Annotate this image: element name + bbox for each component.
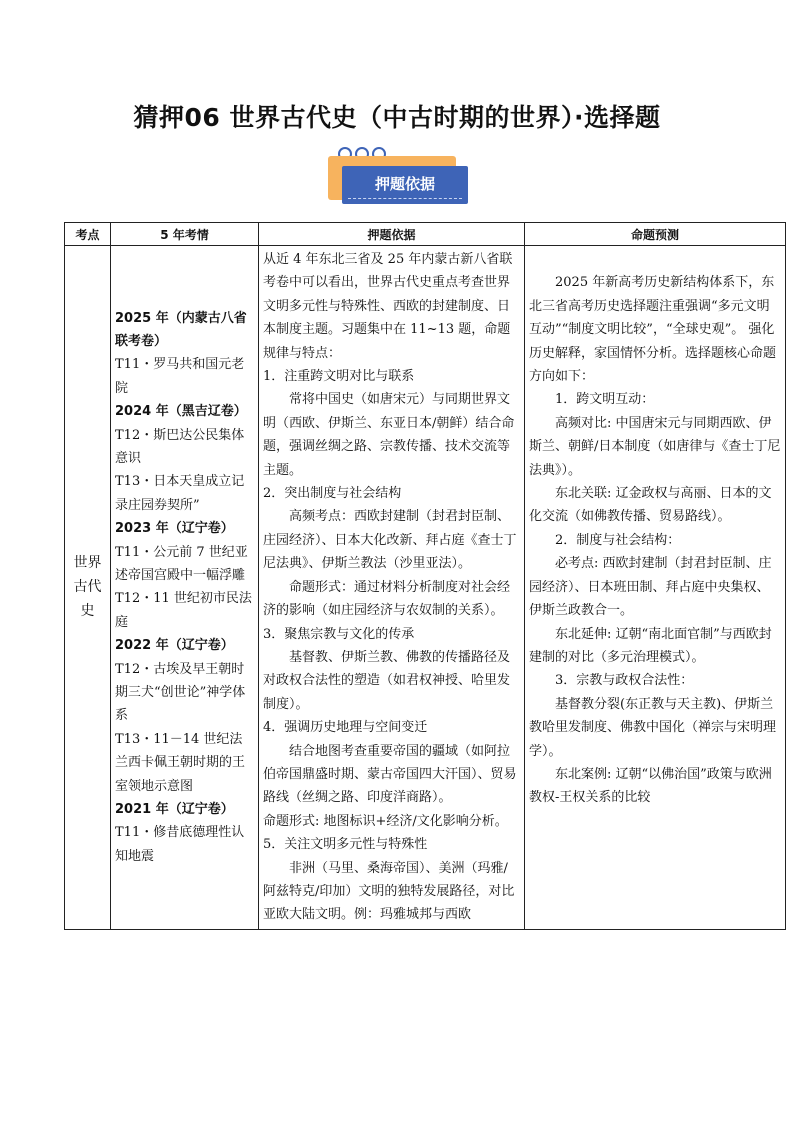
exam-year: 2021 年（辽宁卷） — [115, 802, 234, 818]
prediction-paragraph: 东北案例: 辽朝“以佛治国”政策与欧洲教权-王权关系的比较 — [529, 766, 772, 806]
basis-paragraph: 从近 4 年东北三省及 25 年内蒙古新八省联考卷中可以看出，世界古代史重点考查世界文明多元性与特殊性、西欧的封建制度、日本制度主题。习题集中在 11~13 题，命题规律与特点： — [263, 252, 513, 361]
basis-paragraph: 命题形式: 地图标识+经济/文化影响分析。 — [263, 813, 508, 829]
basis-cell — [259, 246, 525, 930]
basis-paragraph: 命题形式：通过材料分析制度对社会经济的影响（如庄园经济与农奴制的关系）。 — [263, 579, 511, 619]
prediction-paragraph — [529, 248, 781, 271]
basis-paragraph: 结合地图考查重要帝国的疆域（如阿拉伯帝国鼎盛时期、蒙古帝国四大汗国）、贸易路线（丝绸之路、印度洋商路）。 — [263, 743, 517, 806]
page-title: 猜押06 世界古代史（中古时期的世界）·选择题 — [133, 103, 661, 132]
basis-paragraph: 常将中国史（如唐宋元）与同期世界文明（西欧、伊斯兰、东亚日本/朝鲜）结合命题，强调丝绸之路、宗教传播、技术交流等主题。 — [263, 392, 515, 478]
basis-paragraph: 非洲（马里、桑海帝国）、美洲（玛雅/阿兹特克/印加）文明的独特发展路径，对比亚欧大陆文明。例：玛雅城邦与西欧 — [263, 860, 515, 923]
exam-item: T13・11－14 世纪法兰西卡佩王朝时期的王室领地示意图 — [115, 731, 246, 794]
exam-item: T11・罗马共和国元老院 — [115, 357, 245, 396]
basis-paragraph: 高频考点：西欧封建制（封君封臣制、庄园经济）、日本大化改新、拜占庭《查士丁尼法典》、伊斯兰教法（沙里亚法）。 — [263, 509, 517, 572]
prediction-paragraph: 基督教分裂(东正教与天主教)、伊斯兰教哈里发制度、佛教中国化（禅宗与宋明理学）。 — [529, 696, 777, 759]
prediction-paragraph: 必考点: 西欧封建制（封君封臣制、庄园经济）、日本班田制、拜占庭中央集权、伊斯兰政教合一。 — [529, 556, 772, 619]
basis-paragraph: 4．强调历史地理与空间变迁 — [263, 720, 428, 736]
badge-label-box — [342, 166, 468, 204]
exam-year: 2022 年（辽宁卷） — [115, 638, 234, 654]
table-header-row — [65, 223, 786, 246]
exam-item: T12・11 世纪初市民法庭 — [115, 591, 252, 630]
prediction-paragraph: 3．宗教与政权合法性： — [555, 673, 694, 689]
badge-label: 押题依据 — [374, 175, 435, 193]
basis-paragraph: 5．关注文明多元性与特殊性 — [263, 837, 428, 853]
exam-item: T11・修昔底德理性认知地震 — [115, 825, 245, 864]
basis-paragraph: 2．突出制度与社会结构 — [263, 486, 402, 502]
category-cell: 世界古代史 — [65, 246, 111, 930]
analysis-table — [64, 222, 786, 930]
prediction-cell — [525, 246, 786, 930]
header-topic: 考点 — [65, 223, 111, 246]
table-row — [65, 246, 786, 930]
prediction-paragraph: 东北延伸: 辽朝“南北面官制”与西欧封建制的对比（多元治理模式）。 — [529, 626, 772, 665]
prediction-paragraph: 1．跨文明互动： — [555, 392, 655, 408]
exam-item: T13・日本天皇成立记录庄园券契所” — [115, 474, 245, 513]
exam-year: 2025 年（内蒙古八省联考卷） — [115, 310, 247, 349]
exam-item: T12・斯巴达公民集体意识 — [115, 427, 245, 466]
exam-year: 2024 年（黑吉辽卷） — [115, 404, 247, 420]
header-history: 5 年考情 — [111, 223, 259, 246]
basis-paragraph: 3．聚焦宗教与文化的传承 — [263, 626, 415, 642]
prediction-paragraph: 2025 年新高考历史新结构体系下，东北三省高考历史选择题注重强调“多元文明互动”“制度文明比较”，“全球史观”。 强化历史解释，家国情怀分析。选择题核心命题方向如下： — [529, 275, 777, 385]
basis-paragraph: 基督教、伊斯兰教、佛教的传播路径及对政权合法性的塑造（如君权神授、哈里发制度）。 — [263, 649, 511, 712]
prediction-paragraph: 东北关联: 辽金政权与高丽、日本的文化交流（如佛教传播、贸易路线）。 — [529, 486, 772, 525]
header-basis: 押题依据 — [259, 223, 525, 246]
prediction-paragraph: 高频对比: 中国唐宋元与同期西欧、伊斯兰、朝鲜/日本制度（如唐律与《查士丁尼法典》）。 — [529, 415, 781, 478]
exam-item: T12・古埃及早王朝时期三犬“创世论”神学体系 — [115, 661, 246, 724]
exam-item: T11・公元前 7 世纪亚述帝国宫殿中一幅浮雕 — [115, 544, 248, 583]
header-prediction: 命题预测 — [525, 223, 786, 246]
basis-paragraph: 1．注重跨文明对比与联系 — [263, 369, 415, 385]
section-badge — [328, 146, 468, 214]
exam-year: 2023 年（辽宁卷） — [115, 521, 234, 537]
prediction-paragraph: 2．制度与社会结构： — [555, 532, 681, 548]
exam-history-cell — [111, 246, 259, 930]
